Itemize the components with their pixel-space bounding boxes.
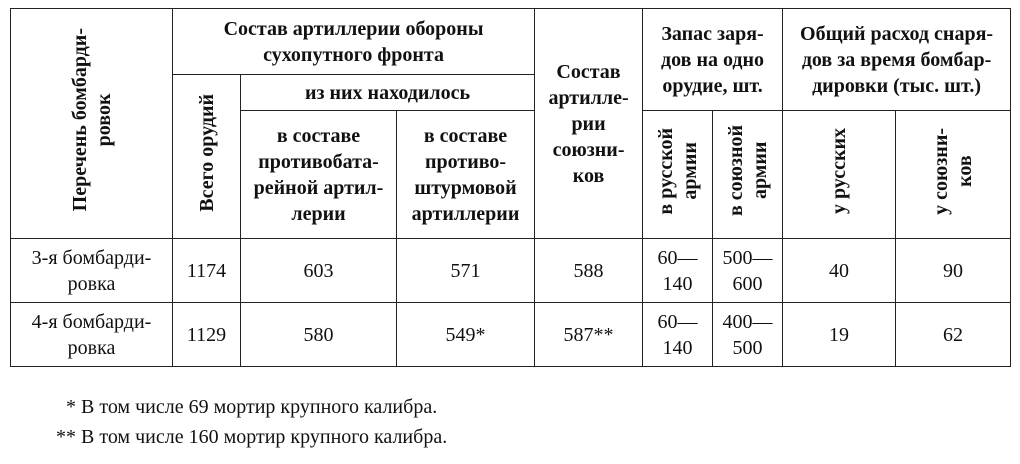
cell-allied: 588 — [535, 239, 643, 303]
header-allied-artillery: Состав артилле- рии союзни- ков — [535, 9, 643, 239]
cell-total: 1129 — [173, 303, 241, 367]
footnote: ** В том числе 160 мортир крупного калибра. — [56, 426, 448, 448]
table-row — [11, 239, 1011, 303]
cell-total: 1174 — [173, 239, 241, 303]
header-total-guns: Всего орудий — [173, 75, 241, 239]
header-charges-per-gun: Запас заря- дов на одно орудие, шт. — [643, 9, 783, 111]
bombardment-table — [10, 8, 1011, 367]
header-land-front: Состав артиллерии обороны сухопутного фронта — [173, 9, 535, 75]
cell-allied: 587** — [535, 303, 643, 367]
cell-consumption-allied: 62 — [896, 303, 1011, 367]
header-by-allies: у союзни- ков — [896, 111, 1011, 239]
header-russian-army: в русской армии — [643, 111, 713, 239]
header-by-russians: у русских — [783, 111, 896, 239]
header-counter-battery: в составе противобата- рейной артил- лерии — [241, 111, 397, 239]
header-allied-army: в союзной армии — [713, 111, 783, 239]
header-total-consumption: Общий расход снаря- дов за время бомбар- дировки (тыс. шт.) — [783, 9, 1011, 111]
cell-counter-battery: 580 — [241, 303, 397, 367]
cell-anti-assault: 549* — [397, 303, 535, 367]
header-of-them: из них находилось — [241, 75, 535, 111]
cell-counter-battery: 603 — [241, 239, 397, 303]
cell-charges-allied: 400— 500 — [713, 303, 783, 367]
row-name: 4-я бомбарди- ровка — [11, 303, 173, 367]
footnotes — [10, 392, 447, 452]
cell-consumption-russian: 19 — [783, 303, 896, 367]
cell-charges-russian: 60— 140 — [643, 303, 713, 367]
footnote: * В том числе 69 мортир крупного калибра. — [66, 396, 438, 418]
cell-consumption-allied: 90 — [896, 239, 1011, 303]
header-bombardment-list: Перечень бомбарди- ровок — [11, 9, 173, 239]
header-anti-assault: в составе противо- штурмовой артиллерии — [397, 111, 535, 239]
cell-anti-assault: 571 — [397, 239, 535, 303]
table-row — [11, 303, 1011, 367]
row-name: 3-я бомбарди- ровка — [11, 239, 173, 303]
cell-charges-russian: 60— 140 — [643, 239, 713, 303]
cell-consumption-russian: 40 — [783, 239, 896, 303]
cell-charges-allied: 500— 600 — [713, 239, 783, 303]
